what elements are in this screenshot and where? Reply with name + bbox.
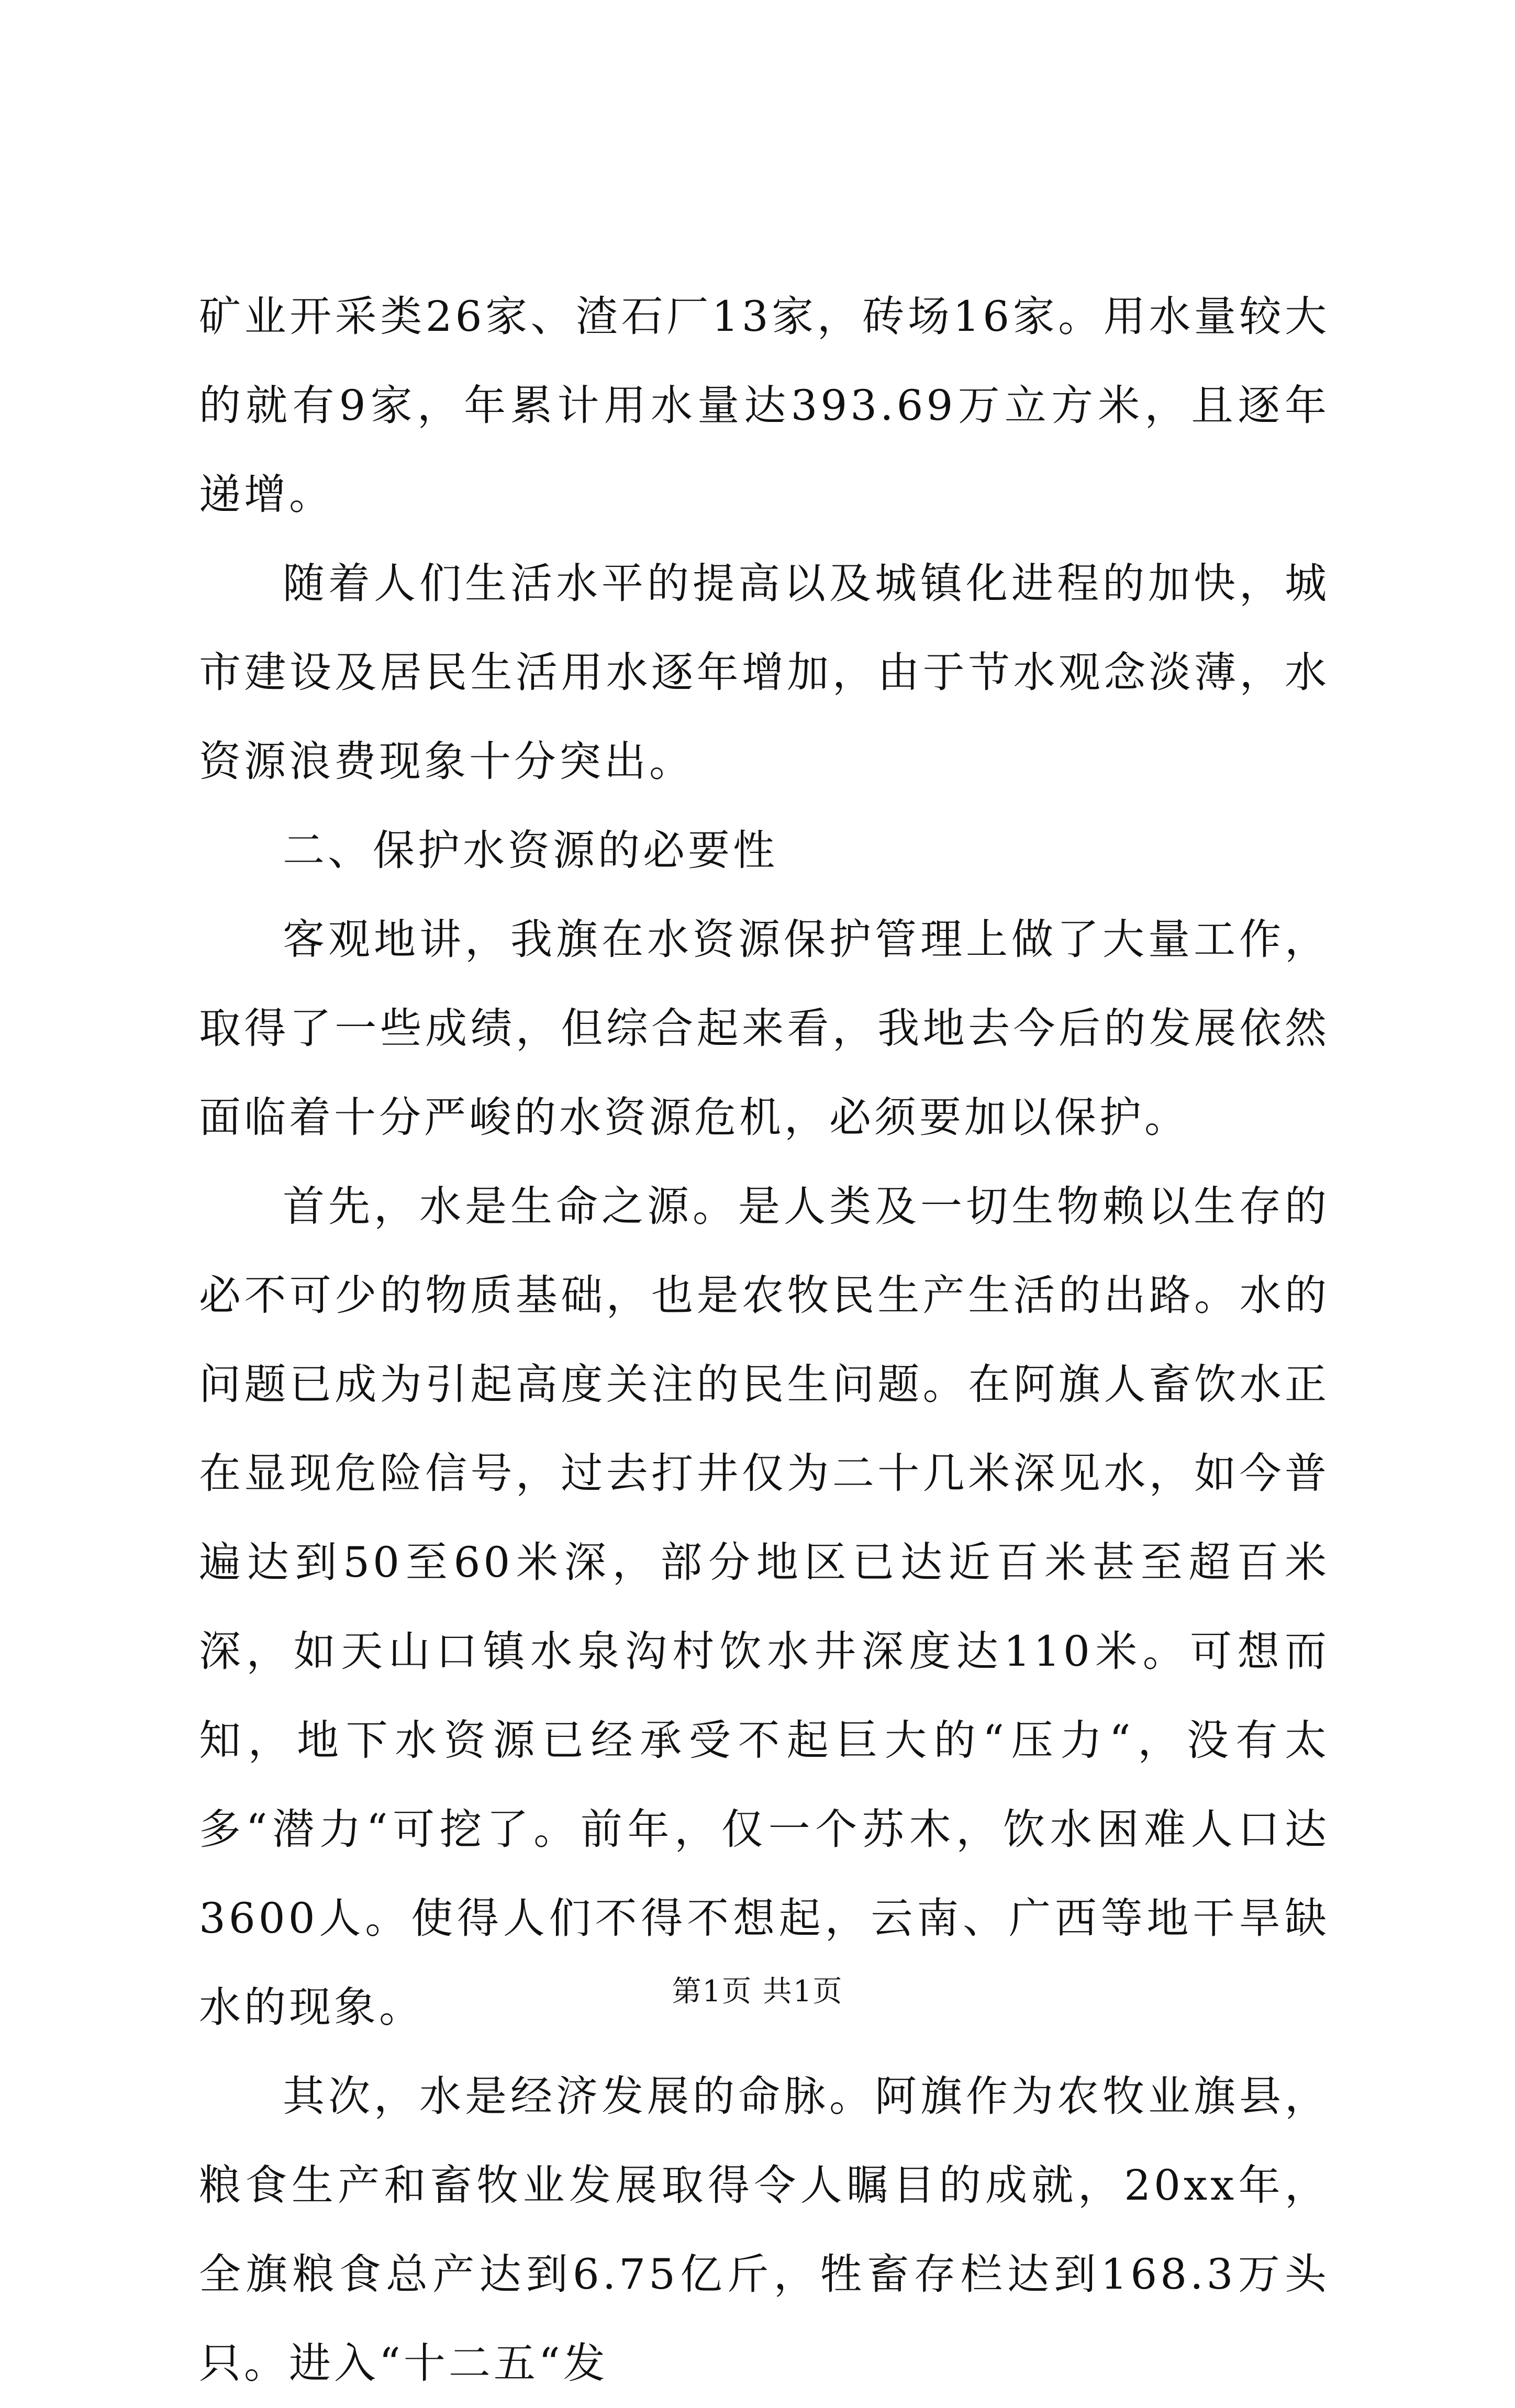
section-heading: 二、保护水资源的必要性 [283,826,778,875]
document-body [199,272,1330,2408]
paragraph-continuation: 矿业开采类26家、渣石厂13家，砖场16家。用水量较大的就有9家，年累计用水量达393.69万立方米，且逐年递增。 [199,292,1330,519]
paragraph-second-point: 其次，水是经济发展的命脉。阿旗作为农牧业旗县，粮食生产和畜牧业发展取得令人瞩目的成就，20xx年，全旗粮食总产达到6.75亿斤，牲畜存栏达到168.3万头只。进入“十二五“发 [199,2072,1330,2388]
paragraph-urbanization: 随着人们生活水平的提高以及城镇化进程的加快，城市建设及居民生活用水逐年增加，由于节水观念淡薄，水资源浪费现象十分突出。 [199,559,1330,786]
page-footer: 第1页 共1页 [672,1975,843,2009]
paragraph-first-point: 首先，水是生命之源。是人类及一切生物赖以生存的必不可少的物质基础，也是农牧民生产生活的出路。水的问题已成为引起高度关注的民生问题。在阿旗人畜饮水正在显现危险信号，过去打井仅为二十几米深见水，如今普遍达到50至60米深，部分地区已达近百米甚至超百米深，如天山口镇水泉沟村饮水井深度达110米。可想而知，地下水资源已经承受不起巨大的“压力“，没有太多“潜力“可挖了。前年，仅一个苏木，饮水困难人口达3600人。使得人们不得不想起，云南、广西等地干旱缺水的现象。 [199,1182,1330,2032]
paragraph-objective: 客观地讲，我旗在水资源保护管理上做了大量工作，取得了一些成绩，但综合起来看，我地去今后的发展依然面临着十分严峻的水资源危机，必须要加以保护。 [199,915,1330,1142]
